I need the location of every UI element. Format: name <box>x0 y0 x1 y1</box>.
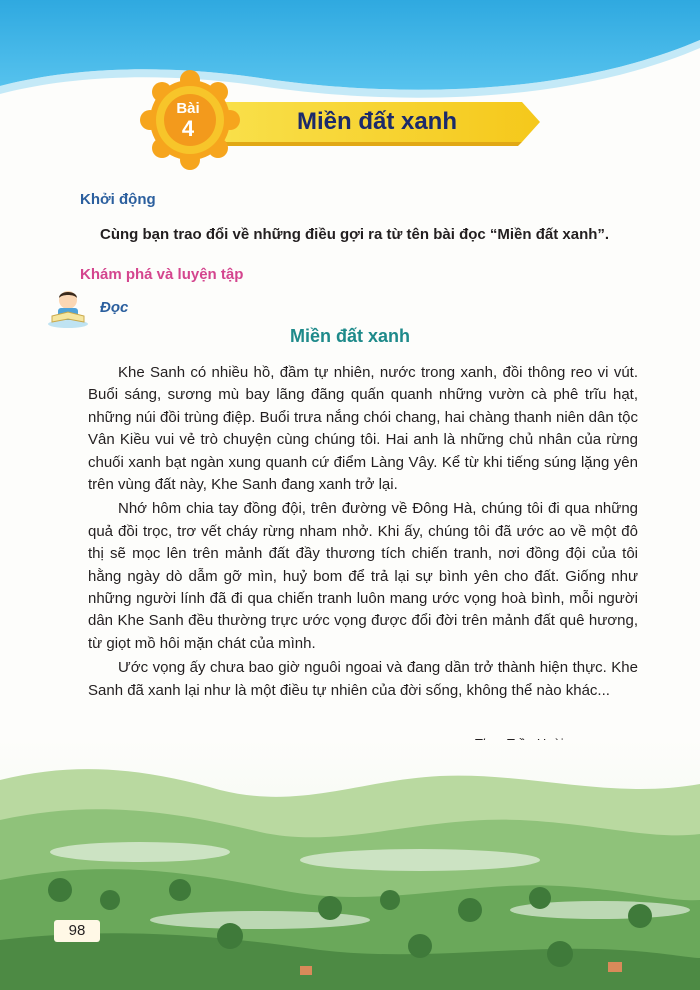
reading-title: Miền đất xanh <box>289 326 410 346</box>
lesson-badge-number: 4 <box>181 116 195 141</box>
page-number: 98 <box>54 920 100 942</box>
reading-activity-label: Đọc <box>100 299 129 316</box>
child-reading-icon <box>44 286 92 328</box>
explore-heading: Khám phá và luyện tập <box>80 266 244 283</box>
landscape-illustration <box>0 740 700 990</box>
warmup-heading: Khởi động <box>80 191 156 208</box>
lesson-badge-label: Bài <box>176 100 200 117</box>
reading-paragraph: Nhớ hôm chia tay đồng đội, trên đường về Đông Hà, chúng tôi đi qua những quả đồi trọc, trơ vết cháy rừng nham nhở. Khi ấy, chúng tôi đã ước ao về một đô thị sẽ mọc lên trên mảnh đất đầy thương tích chiến tranh, nơi đồng đội của tôi hằng ngày dò dẫm gỡ mìn, huỷ bom để trả lại sự bình yên cho đất. Giống như những người lính đã đi qua chiến tranh luôn mang ước vọng hoà bình, mỗi người dân Khe Sanh đều thường trực ước vọng được đổi đời trên mảnh đất quê hương, từ giọt mồ hôi mặn chát của mình. <box>88 500 638 652</box>
reading-paragraph: Ước vọng ấy chưa bao giờ nguôi ngoai và đang dần trở thành hiện thực. Khe Sanh đã xanh lại như là một điều tự nhiên của đời sống, không thể nào khác... <box>88 659 638 699</box>
reading-body <box>88 362 638 704</box>
lesson-title: Miền đất xanh <box>296 108 458 135</box>
reading-paragraph: Khe Sanh có nhiều hồ, đầm tự nhiên, nước trong xanh, đồi thông reo vi vút. Buổi sáng, sương mù bay lãng đãng quấn quanh những vườn cà phê trĩu hạt, những núi đồi trùng điệp. Buổi trưa nắng chói chang, hai chàng thanh niên dân tộc Vân Kiều vui vẻ trò chuyện cùng chúng tôi. Hai anh là những chủ nhân của rừng chuối xanh bạt ngàn xung quanh cứ điểm Làng Vây. Kể từ khi tiếng súng lặng yên trên vùng đất này, Khe Sanh đang xanh trở lại. <box>88 364 638 494</box>
warmup-prompt: Cùng bạn trao đổi về những điều gợi ra từ tên bài đọc “Miền đất xanh”. <box>100 226 610 243</box>
